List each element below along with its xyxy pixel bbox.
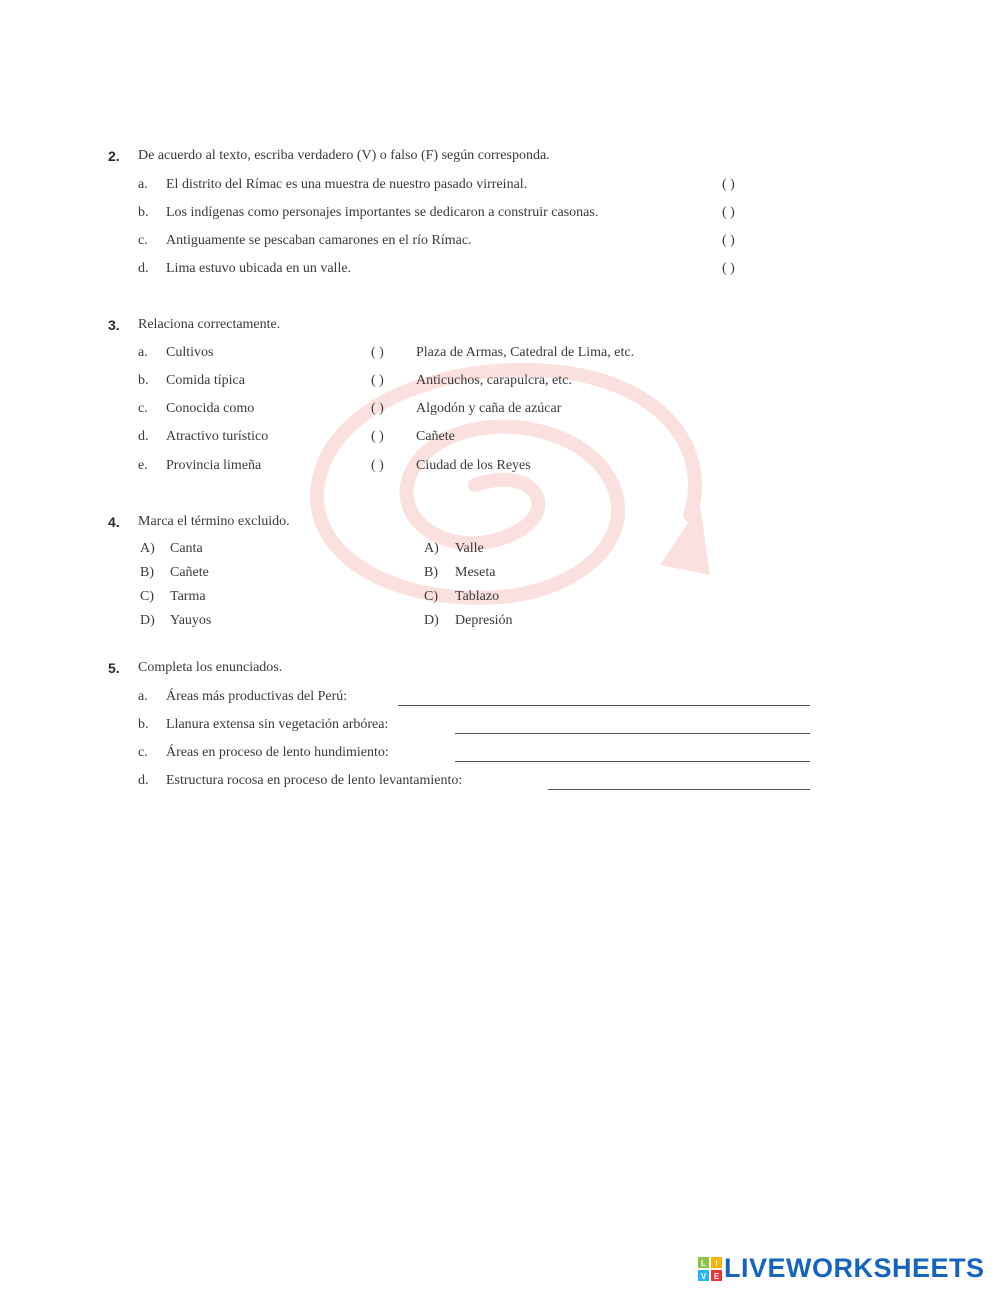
- q3-item-c-letter: c.: [138, 401, 148, 416]
- q4-left-b-letter: B): [140, 565, 154, 580]
- question-5-number: 5.: [108, 660, 120, 676]
- q2-item-a-text: El distrito del Rímac es una muestra de nuestro pasado virreinal.: [166, 177, 528, 192]
- question-4-number: 4.: [108, 514, 120, 530]
- q5-item-b-answer-field[interactable]: [455, 733, 810, 734]
- q3-item-b-letter: b.: [138, 373, 149, 388]
- logo-letter-e: E: [713, 1271, 720, 1281]
- q3-item-e-left: Provincia limeña: [166, 458, 262, 473]
- q2-item-d-text: Lima estuvo ubicada en un valle.: [166, 261, 352, 276]
- liveworksheets-logo-icon: [698, 1257, 722, 1281]
- q4-left-a-option[interactable]: Canta: [170, 541, 203, 556]
- q3-item-b-right: Anticuchos, carapulcra, etc.: [416, 373, 572, 388]
- q4-right-b-letter: B): [424, 565, 438, 580]
- q3-item-b-left: Comida típica: [166, 373, 245, 388]
- q2-item-d-letter: d.: [138, 261, 149, 276]
- question-3-number: 3.: [108, 317, 120, 333]
- q4-left-d-option[interactable]: Yauyos: [170, 613, 212, 628]
- q3-item-d-left: Atractivo turístico: [166, 429, 269, 444]
- question-2-prompt: De acuerdo al texto, escriba verdadero (V) o falso (F) según corresponda.: [138, 148, 550, 163]
- q3-item-e-letter: e.: [138, 458, 148, 473]
- q4-right-c-letter: C): [424, 589, 438, 604]
- q3-item-c-answer-box[interactable]: ( ): [371, 401, 384, 416]
- q2-item-d-answer-box[interactable]: ( ): [722, 261, 735, 276]
- q5-item-a-text: Áreas más productivas del Perú:: [166, 689, 348, 704]
- question-5-prompt: Completa los enunciados.: [138, 660, 283, 675]
- question-2-number: 2.: [108, 148, 120, 164]
- q2-item-b-letter: b.: [138, 205, 149, 220]
- q4-left-d-letter: D): [140, 613, 155, 628]
- q4-right-a-letter: A): [424, 541, 439, 556]
- q5-item-a-letter: a.: [138, 689, 148, 704]
- q2-item-c-text: Antiguamente se pescaban camarones en el río Rímac.: [166, 233, 472, 248]
- q3-item-d-answer-box[interactable]: ( ): [371, 429, 384, 444]
- q5-item-d-text: Estructura rocosa en proceso de lento levantamiento:: [166, 773, 463, 788]
- brand-name: LIVEWORKSHEETS: [724, 1253, 985, 1283]
- q2-item-c-answer-box[interactable]: ( ): [722, 233, 735, 248]
- liveworksheets-brand: [698, 1253, 985, 1284]
- q2-item-b-answer-box[interactable]: ( ): [722, 205, 735, 220]
- q4-right-c-option[interactable]: Tablazo: [455, 589, 500, 604]
- q4-left-a-letter: A): [140, 541, 155, 556]
- q3-item-d-right: Cañete: [416, 429, 455, 444]
- q3-item-a-left: Cultivos: [166, 345, 214, 360]
- q4-right-b-option[interactable]: Meseta: [455, 565, 496, 580]
- q3-item-c-left: Conocida como: [166, 401, 255, 416]
- q3-item-a-answer-box[interactable]: ( ): [371, 345, 384, 360]
- q3-item-e-answer-box[interactable]: ( ): [371, 458, 384, 473]
- q5-item-a-answer-field[interactable]: [398, 705, 810, 706]
- q5-item-d-answer-field[interactable]: [548, 789, 810, 790]
- q4-right-a-option[interactable]: Valle: [455, 541, 484, 556]
- logo-letter-i: I: [715, 1258, 718, 1268]
- q2-item-c-letter: c.: [138, 233, 148, 248]
- question-4-prompt: Marca el término excluido.: [138, 514, 290, 529]
- q4-left-c-letter: C): [140, 589, 154, 604]
- q3-item-a-right: Plaza de Armas, Catedral de Lima, etc.: [416, 345, 635, 360]
- q2-item-b-text: Los indígenas como personajes importantes se dedicaron a construir casonas.: [166, 205, 599, 220]
- logo-letter-v: V: [700, 1271, 707, 1281]
- q5-item-b-letter: b.: [138, 717, 149, 732]
- q5-item-b-text: Llanura extensa sin vegetación arbórea:: [166, 717, 389, 732]
- q2-item-a-letter: a.: [138, 177, 148, 192]
- q3-item-e-right: Ciudad de los Reyes: [416, 458, 531, 473]
- q4-right-d-option[interactable]: Depresión: [455, 613, 513, 628]
- question-3-prompt: Relaciona correctamente.: [138, 317, 281, 332]
- q5-item-c-answer-field[interactable]: [455, 761, 810, 762]
- q4-left-b-option[interactable]: Cañete: [170, 565, 209, 580]
- q4-right-d-letter: D): [424, 613, 439, 628]
- q5-item-d-letter: d.: [138, 773, 149, 788]
- q3-item-d-letter: d.: [138, 429, 149, 444]
- q2-item-a-answer-box[interactable]: ( ): [722, 177, 735, 192]
- q3-item-b-answer-box[interactable]: ( ): [371, 373, 384, 388]
- q5-item-c-letter: c.: [138, 745, 148, 760]
- q4-left-c-option[interactable]: Tarma: [170, 589, 206, 604]
- q3-item-c-right: Algodón y caña de azúcar: [416, 401, 562, 416]
- q3-item-a-letter: a.: [138, 345, 148, 360]
- q5-item-c-text: Áreas en proceso de lento hundimiento:: [166, 745, 389, 760]
- logo-letter-l: L: [701, 1258, 706, 1268]
